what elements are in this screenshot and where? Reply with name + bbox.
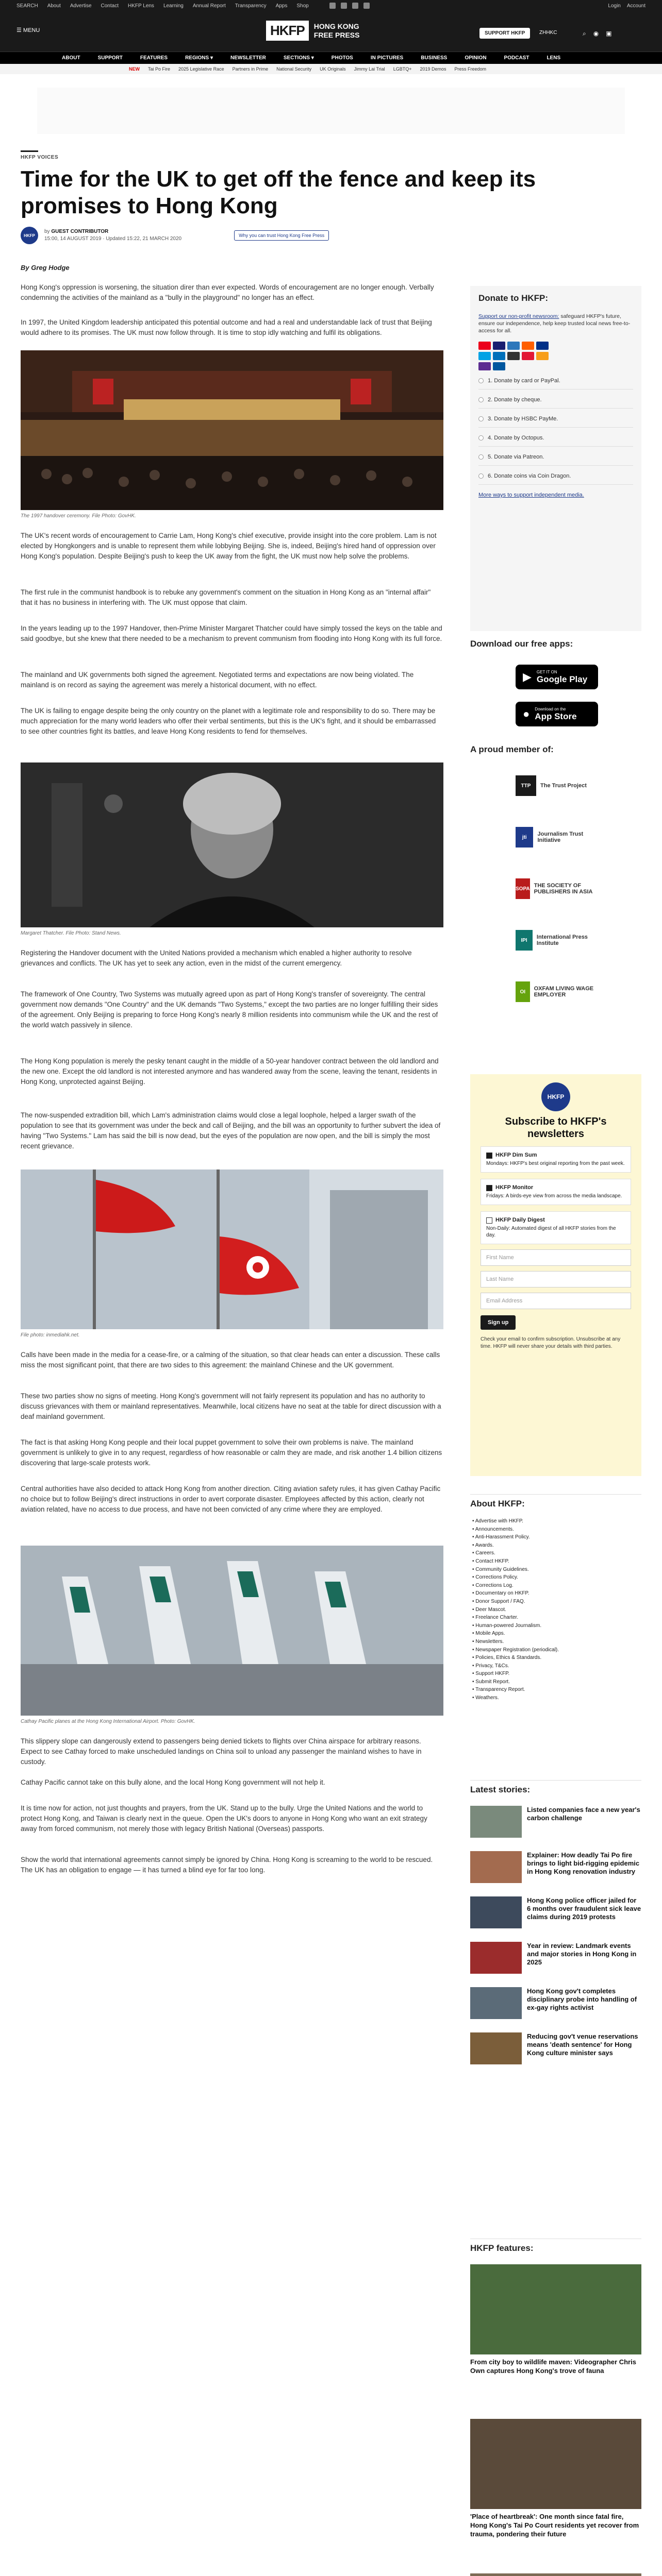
app-store-button[interactable]	[516, 702, 598, 726]
account-link[interactable]: Account	[626, 3, 646, 9]
flags-photo	[21, 1170, 443, 1329]
payment-card-icon	[536, 342, 549, 350]
donate-option-label: 5. Donate via Patreon.	[488, 454, 544, 460]
last-name-field[interactable]: Last Name	[481, 1271, 631, 1287]
logo-line2: FREE PRESS	[313, 30, 360, 39]
paragraph: The framework of One Country, Two Systems was mutually agreed upon as part of Hong Kong's transfer of sovereignty. The central government now demands "One Country" and the UK demands "Two Systems," except the two parties are no longer fulfilling their sides of the agreement. Only Beijing is preparing to force Hong Kong's nearly 8 million residents into communism while the UK and the rest of the world watch passively in silence.	[21, 990, 438, 1029]
latest-heading: Latest stories:	[470, 1780, 641, 1795]
checkbox-icon[interactable]	[486, 1153, 492, 1159]
checkbox-icon[interactable]	[486, 1185, 492, 1191]
paragraph: Show the world that international agreements cannot simply be ignored by China. Hong Kong is screaming to the world to be rescued. The UK has an obligation to engage — it has turned a blind eye for far too long.	[21, 1856, 433, 1874]
story-headline: Listed companies face a new year's carbon challenge	[527, 1806, 640, 1822]
newsletter-name: HKFP Daily Digest	[495, 1217, 545, 1223]
story-thumbnail	[470, 1942, 522, 1974]
photo-caption: File photo: inmediahk.net.	[21, 1332, 80, 1338]
paragraph: Calls have been made in the media for a cease-fire, or a calming of the situation, so that clear heads can enter a discussion. These calls miss the most significant point, that there are two sides to this agreement: the mainland Chinese and the UK government.	[21, 1351, 440, 1369]
main-nav	[0, 52, 662, 64]
account-link[interactable]: Login	[608, 3, 621, 9]
donate-widget	[470, 286, 641, 631]
about-link[interactable]: • Donor Support / FAQ.	[472, 1598, 637, 1606]
trending-item[interactable]: UK Originals	[320, 66, 346, 72]
paragraph: Registering the Handover document with the United Nations provided a mechanism which enabled a higher authority to resolve grievances and conflicts. The UK has yet to seek any action, even in the midst of the current emergency.	[21, 949, 412, 967]
about-link[interactable]: • Transparency Report.	[472, 1686, 637, 1694]
latest-story[interactable]	[470, 1851, 641, 1883]
about-link[interactable]: • Advertise with HKFP.	[472, 1517, 637, 1526]
utility-link[interactable]: Annual Report	[192, 3, 226, 9]
site-logo[interactable]	[266, 21, 359, 41]
about-link[interactable]: • Corrections Policy.	[472, 1573, 637, 1582]
utility-link[interactable]: Advertise	[70, 3, 92, 9]
member-name: OXFAM LIVING WAGE EMPLOYER	[534, 986, 594, 998]
utility-link[interactable]: Transparency	[235, 3, 267, 9]
utility-link[interactable]: Shop	[296, 3, 309, 9]
donate-option[interactable]	[478, 370, 633, 389]
nav-item[interactable]: OPINION	[465, 55, 487, 61]
menu-label: MENU	[23, 27, 40, 33]
about-link[interactable]: • Policies, Ethics & Standards.	[472, 1654, 637, 1662]
utility-bar	[0, 0, 662, 11]
kicker-rule	[21, 150, 38, 152]
newsletter-option-head	[486, 1217, 625, 1224]
paragraph: These two parties show no signs of meeting. Hong Kong's government will not fairly represent its population and has no authority to discuss grievances with them or mainland representatives. Meanwhile, local citizens have no seat at the table for direct discussion with a deaf mainland government.	[21, 1392, 441, 1420]
story-headline: Hong Kong gov't completes disciplinary probe into handling of ex-gay rights activist	[527, 1987, 637, 2011]
feature-image	[470, 2264, 641, 2354]
donate-option[interactable]	[478, 409, 633, 428]
nav-item[interactable]: ABOUT	[62, 55, 80, 61]
paragraph: The first rule in the communist handbook is to rebuke any government's comment on the situation in Hong Kong as an "internal affair" that it has no business in interfering with. The UK must oppose that claim.	[21, 588, 431, 606]
apple-icon: ●	[523, 707, 530, 720]
thatcher-illustration	[21, 762, 443, 927]
google-play-button[interactable]	[516, 665, 598, 689]
member-name: International Press Institute	[536, 934, 588, 946]
utility-link[interactable]: HKFP Lens	[127, 3, 154, 9]
trending-item[interactable]: National Security	[276, 66, 312, 72]
twitter-icon[interactable]	[341, 3, 347, 9]
app-store-name: App Store	[535, 711, 577, 721]
paragraph: Hong Kong's oppression is worsening, the situation direr than ever expected. Words of encouragement are no longer enough. Verbally condemning the activities of the mainland as a "bully in the playground" no longer has an effect.	[21, 283, 434, 301]
photo-caption: The 1997 handover ceremony. File Photo: GovHK.	[21, 513, 136, 519]
flags-illustration	[21, 1170, 443, 1329]
about-link[interactable]: • Careers.	[472, 1549, 637, 1557]
nav-item[interactable]: FEATURES	[140, 55, 168, 61]
story-thumbnail	[470, 1987, 522, 2019]
newsletter-name: HKFP Monitor	[495, 1184, 534, 1191]
story-thumbnail	[470, 1896, 522, 1928]
first-name-field[interactable]: First Name	[481, 1249, 631, 1266]
story-headline: Reducing gov't venue reservations means 'death sentence' for Hong Kong culture minister says	[527, 2032, 638, 2057]
latest-story[interactable]	[470, 1896, 641, 1928]
nav-item[interactable]: NEWSLETTER	[230, 55, 266, 61]
newsletter-option[interactable]	[481, 1146, 631, 1173]
about-links	[472, 1517, 637, 1702]
payment-card-icon	[493, 352, 505, 360]
account-links	[608, 3, 646, 9]
utility-links	[16, 3, 309, 9]
menu-button[interactable]: ☰ MENU	[16, 27, 40, 33]
member-name: The Trust Project	[540, 783, 587, 789]
thatcher-photo	[21, 762, 443, 927]
member-logo[interactable]	[516, 979, 598, 1005]
photo-caption: Margaret Thatcher. File Photo: Stand News.	[21, 930, 121, 936]
google-play-caption: GET IT ON	[536, 669, 557, 674]
trending-item[interactable]: Partners in Prime	[232, 66, 269, 72]
paragraph: This slippery slope can dangerously extend to passengers being denied tickets to flights over China airspace for arbitrary reasons. Expect to see Cathay forced to make unscheduled landings on China soil to unload any passenger the mainland wishes to have in custody.	[21, 1737, 422, 1766]
latest-story[interactable]	[470, 1942, 641, 1974]
nav-item[interactable]: PHOTOS	[331, 55, 353, 61]
paragraph: The mainland and UK governments both signed the agreement. Negotiated terms and expectations are now being violated. The mainland is on record as saying the agreement was merely a historical document, with no effect.	[21, 671, 414, 689]
handover-photo	[21, 350, 443, 510]
header-icons	[583, 30, 612, 38]
utility-link[interactable]: SEARCH	[16, 3, 38, 9]
newsletter-option[interactable]	[481, 1179, 631, 1205]
newsletter-option[interactable]	[481, 1211, 631, 1244]
cart-icon[interactable]: ▣	[606, 30, 612, 37]
feature-story[interactable]	[470, 2264, 641, 2375]
paragraph: The fact is that asking Hong Kong people and their local puppet government to solve their own problems is naive. The mainland government is unlikely to give in to any request, regardless of how reasonable or calm they are made, and risk another 1.4 billion citizens discovering that large-scale protests work.	[21, 1438, 442, 1467]
paragraph: The UK's recent words of encouragement to Carrie Lam, Hong Kong's chief executive, provide insight into the core problem. Lam is not elected by Hongkongers and is unable to represent them while lobbying Beijing. She is, indeed, Beijing's hired hand of oppression over Hong Kong's population. Despite Beijing's push to keep the UK away from the fight, the UK must now help solve the problems.	[21, 532, 437, 560]
radio-icon	[478, 454, 484, 460]
payment-card-icon	[493, 362, 505, 370]
member-logo[interactable]	[516, 876, 598, 902]
about-link[interactable]: • Newspaper Registration (periodical).	[472, 1646, 637, 1654]
donate-option[interactable]	[478, 389, 633, 409]
feature-story[interactable]	[470, 2573, 641, 2576]
donate-option-label: 6. Donate coins via Coin Dragon.	[488, 473, 571, 479]
radio-icon	[478, 416, 484, 421]
latest-story[interactable]	[470, 1806, 641, 1838]
donate-option[interactable]	[478, 428, 633, 447]
about-link[interactable]: • Privacy, T&Cs.	[472, 1662, 637, 1670]
newsletter-desc: Mondays: HKFP's best original reporting from the past week.	[486, 1161, 625, 1166]
nav-item[interactable]: PODCAST	[504, 55, 529, 61]
newsletter-desc: Fridays: A birds-eye view from across the media landscape.	[486, 1193, 622, 1199]
logo-text	[314, 22, 360, 40]
author-name-prefix: by	[44, 229, 52, 234]
about-link[interactable]: • Mobile Apps.	[472, 1630, 637, 1638]
about-link[interactable]: • Weathers.	[472, 1694, 637, 1702]
payment-card-icon	[493, 342, 505, 350]
logo-line1: HONG KONG	[313, 22, 359, 30]
checkbox-icon[interactable]	[486, 1217, 492, 1224]
utility-link[interactable]: Contact	[101, 3, 119, 9]
about-link[interactable]: • Documentary on HKFP.	[472, 1589, 637, 1598]
latest-story[interactable]	[470, 1987, 641, 2019]
about-link[interactable]: • Contact HKFP.	[472, 1557, 637, 1566]
payment-card-icon	[536, 352, 549, 360]
payment-card-icon	[478, 342, 491, 350]
donate-option[interactable]	[478, 466, 633, 485]
trending-item[interactable]: Jimmy Lai Trial	[354, 66, 385, 72]
payment-card-icon	[522, 352, 534, 360]
utility-link[interactable]: Learning	[163, 3, 184, 9]
feature-headline: 'Place of heartbreak': One month since fatal fire, Hong Kong's Tai Po Court residents yet recover from trauma, pondering their future	[470, 2513, 639, 2538]
photo-caption: Cathay Pacific planes at the Hong Kong International Airport. Photo: GovHK.	[21, 1719, 195, 1724]
cathay-photo	[21, 1546, 443, 1716]
newsletter-option-head	[486, 1152, 625, 1159]
about-link[interactable]: • Corrections Log.	[472, 1582, 637, 1590]
newsletter-logo: HKFP	[541, 1082, 570, 1111]
about-link[interactable]: • Freelance Charter.	[472, 1614, 637, 1622]
donate-option-label: 2. Donate by cheque.	[488, 397, 542, 403]
about-link[interactable]: • Anti-Harassment Policy.	[472, 1533, 637, 1541]
member-logo-mark: OI	[516, 981, 530, 1002]
radio-icon	[478, 435, 484, 440]
facebook-icon[interactable]	[329, 3, 336, 9]
radio-icon	[478, 397, 484, 402]
newsletter-name: HKFP Dim Sum	[495, 1152, 537, 1158]
story-headline: Year in review: Landmark events and major stories in Hong Kong in 2025	[527, 1942, 637, 1966]
new-badge: NEW	[129, 66, 140, 72]
handover-illustration	[21, 350, 443, 510]
article-title: Time for the UK to get off the fence and keep its promises to Hong Kong	[21, 166, 536, 218]
paragraph: The Hong Kong population is merely the pesky tenant caught in the middle of a 50-year handover contract between the old landlord and the new one. Except the old landlord is not interested anymore and has wandered away from the scene, leaving the tenant, residents in Hong Kong, unprotected against Beijing.	[21, 1057, 439, 1086]
google-play-name: Google Play	[536, 674, 588, 684]
email-field[interactable]: Email Address	[481, 1293, 631, 1309]
story-headline: Hong Kong police officer jailed for 6 months over fraudulent sick leave claims during 2019 protests	[527, 1896, 641, 1921]
payment-card-icon	[478, 352, 491, 360]
donate-desc-link[interactable]: Support our non-profit newsroom:	[478, 313, 559, 319]
about-heading: About HKFP:	[470, 1494, 641, 1509]
newsletter-desc: Non-Daily: Automated digest of all HKFP stories from the day.	[486, 1226, 616, 1238]
about-link[interactable]: • Awards.	[472, 1541, 637, 1550]
story-thumbnail	[470, 1851, 522, 1883]
site-header	[0, 11, 662, 52]
donate-title: Donate to HKFP:	[478, 293, 549, 303]
support-button[interactable]: SUPPORT HKFP	[479, 28, 530, 39]
newsletter-title: Subscribe to HKFP's newsletters	[505, 1116, 607, 1140]
feature-headline: From city boy to wildlife maven: Videographer Chris Own captures Hong Kong's trove of fauna	[470, 2358, 636, 2375]
donate-option[interactable]	[478, 447, 633, 466]
utility-link[interactable]: Apps	[275, 3, 288, 9]
trending-item[interactable]: 2019 Demos	[420, 66, 446, 72]
payment-card-icon	[522, 342, 534, 350]
payment-card-icon	[507, 342, 520, 350]
donate-desc-text: safeguard HKFP's future, ensure our independence, help keep trusted local news free-to-access for all.	[478, 313, 631, 334]
member-logo[interactable]	[516, 773, 598, 799]
article-byline	[21, 227, 329, 244]
member-logo-mark: IPI	[516, 930, 533, 951]
social-icons	[329, 3, 370, 9]
paragraph: Cathay Pacific cannot take on this bully alone, and the local Hong Kong government will not help it.	[21, 1778, 325, 1786]
paragraph: In 1997, the United Kingdom leadership anticipated this potential outcome and had a real and understandable lack of trust that Beijing would adhere to its promises. The UK must now follow through. It is time to stop idly watching and fulfil its obligations.	[21, 318, 432, 336]
newsletter-note: Check your email to confirm subscription. Unsubscribe at any time. HKFP will never share your details with third parties.	[481, 1336, 621, 1349]
story-thumbnail	[470, 2032, 522, 2064]
donate-option-label: 4. Donate by Octopus.	[488, 435, 544, 441]
member-logo[interactable]	[516, 824, 598, 850]
feature-image	[470, 2419, 641, 2509]
nav-item[interactable]: IN PICTURES	[370, 55, 404, 61]
publish-dates: 15:00, 14 AUGUST 2019 · Updated 15:22, 21 MARCH 2020	[44, 236, 182, 242]
donate-option-label: 1. Donate by card or PayPal.	[488, 378, 560, 384]
article-kicker[interactable]: HKFP VOICES	[21, 155, 59, 160]
nav-item[interactable]: REGIONS ▾	[185, 55, 213, 61]
story-headline: Explainer: How deadly Tai Po fire brings to light bid-rigging epidemic in Hong Kong renovation industry	[527, 1851, 640, 1875]
search-icon[interactable]: ⌕	[583, 30, 586, 37]
donate-options	[478, 370, 633, 485]
about-link[interactable]: • Community Guidelines.	[472, 1566, 637, 1574]
story-thumbnail	[470, 1806, 522, 1838]
utility-link[interactable]: About	[47, 3, 61, 9]
member-logo-mark: TTP	[516, 775, 536, 796]
user-icon[interactable]: ◉	[593, 30, 599, 37]
nav-item[interactable]: SECTIONS ▾	[283, 55, 314, 61]
feature-story[interactable]	[470, 2419, 641, 2538]
google-play-icon: ▶	[523, 670, 532, 683]
byline-text	[44, 228, 181, 243]
nav-item[interactable]: SUPPORT	[97, 55, 123, 61]
trending-item[interactable]: 2025 Legislative Race	[178, 66, 224, 72]
about-link[interactable]: • Support HKFP.	[472, 1670, 637, 1678]
payment-methods	[478, 342, 556, 370]
nav-item[interactable]: LENS	[547, 55, 561, 61]
member-logo-mark: jti	[516, 827, 533, 848]
paragraph: It is time now for action, not just thoughts and prayers, from the UK. Stand up to the bully. Urge the United Nations and the world to protect Hong Kong, and Taiwan is clearly next in the queue. Open the UK's doors to anyone in Hong Kong who want an exit strategy away from forced communism, not merely those with legacy British National (Overseas) passports.	[21, 1804, 427, 1833]
about-link[interactable]: • Newsletters.	[472, 1638, 637, 1646]
about-link[interactable]: • Human-powered Journalism.	[472, 1622, 637, 1630]
app-store-caption: Download on the	[535, 706, 566, 711]
radio-icon	[478, 378, 484, 383]
member-name: Journalism Trust Initiative	[537, 831, 584, 843]
author-name[interactable]: GUEST CONTRIBUTOR	[51, 229, 109, 234]
payment-card-icon	[478, 362, 491, 370]
member-logo[interactable]	[516, 927, 598, 953]
newsletter-option-head	[486, 1184, 625, 1191]
paragraph: In the years leading up to the 1997 Handover, then-Prime Minister Margaret Thatcher could have simply tossed the keys on the table and said goodbye, but she knew that there needed to be a mechanism to prevent communism from flooding into Hong Kong with its full force.	[21, 624, 442, 642]
newsletter-options	[481, 1146, 631, 1244]
trending-item[interactable]: Tai Po Fire	[148, 66, 171, 72]
more-ways-link[interactable]: More ways to support independent media.	[478, 492, 584, 498]
about-link[interactable]: • Submit Report.	[472, 1678, 637, 1686]
trending-bar	[0, 64, 662, 74]
youtube-icon[interactable]	[363, 3, 370, 9]
instagram-icon[interactable]	[352, 3, 358, 9]
trending-item[interactable]: Press Freedom	[454, 66, 487, 72]
payment-card-icon	[507, 352, 520, 360]
about-link[interactable]: • Announcements.	[472, 1526, 637, 1534]
features-heading: HKFP features:	[470, 2239, 641, 2253]
author-line: By Greg Hodge	[21, 264, 70, 272]
newsletter-signup	[470, 1074, 641, 1476]
about-link[interactable]: • Deer Mascot.	[472, 1606, 637, 1614]
donate-option-label: 3. Donate by HSBC PayMe.	[488, 416, 558, 422]
member-logo-mark: SOPA	[516, 878, 530, 899]
why-trust-link[interactable]: Why you can trust Hong Kong Free Press	[234, 230, 329, 241]
nav-item[interactable]: BUSINESS	[421, 55, 448, 61]
trending-item[interactable]: LGBTQ+	[393, 66, 412, 72]
members-heading: A proud member of:	[470, 744, 554, 754]
donate-description	[478, 313, 633, 334]
apps-heading: Download our free apps:	[470, 639, 573, 649]
paragraph: Central authorities have also decided to attack Hong Kong from another direction. Citing aviation safety rules, it has given Cathay Pacific no choice but to follow Beijing's direct instructions in order to avert corporate disaster. Employees affected by this action, clearly not aviation related, have no access to due process, and have not been convicted of any crime where they are employed.	[21, 1485, 441, 1513]
latest-story[interactable]	[470, 2032, 641, 2064]
radio-icon	[478, 473, 484, 479]
paragraph: The now-suspended extradition bill, which Lam's administration claims would close a legal loophole, helped a larger swath of the population to see that its government was under the beck and call of Beijing, and the bill was an opportunity to further subvert the idea of having "Two Systems." Lam has said the bill is now dead, but the eyes of the population are now open, and the bill is simply the most recent grievance.	[21, 1111, 441, 1150]
paragraph: The UK is failing to engage despite being the only country on the planet with a legitimate role and responsibility to do so. There may be much appreciation for the many world leaders who offer their verbal sentiments, but this is the UK's fight, and it should be embarrassed to see other countries fight its battles, and leave Hong Kong residents to fend for themselves.	[21, 707, 436, 735]
language-switch[interactable]: ZHHKC	[539, 30, 557, 36]
logo-mark: HKFP	[266, 21, 309, 41]
cathay-illustration	[21, 1546, 443, 1716]
member-name: THE SOCIETY OF PUBLISHERS IN ASIA	[534, 883, 593, 895]
signup-button[interactable]: Sign up	[481, 1315, 516, 1330]
feature-image	[470, 2573, 641, 2576]
ad-slot	[37, 88, 625, 134]
author-avatar: HKFP	[21, 227, 38, 244]
